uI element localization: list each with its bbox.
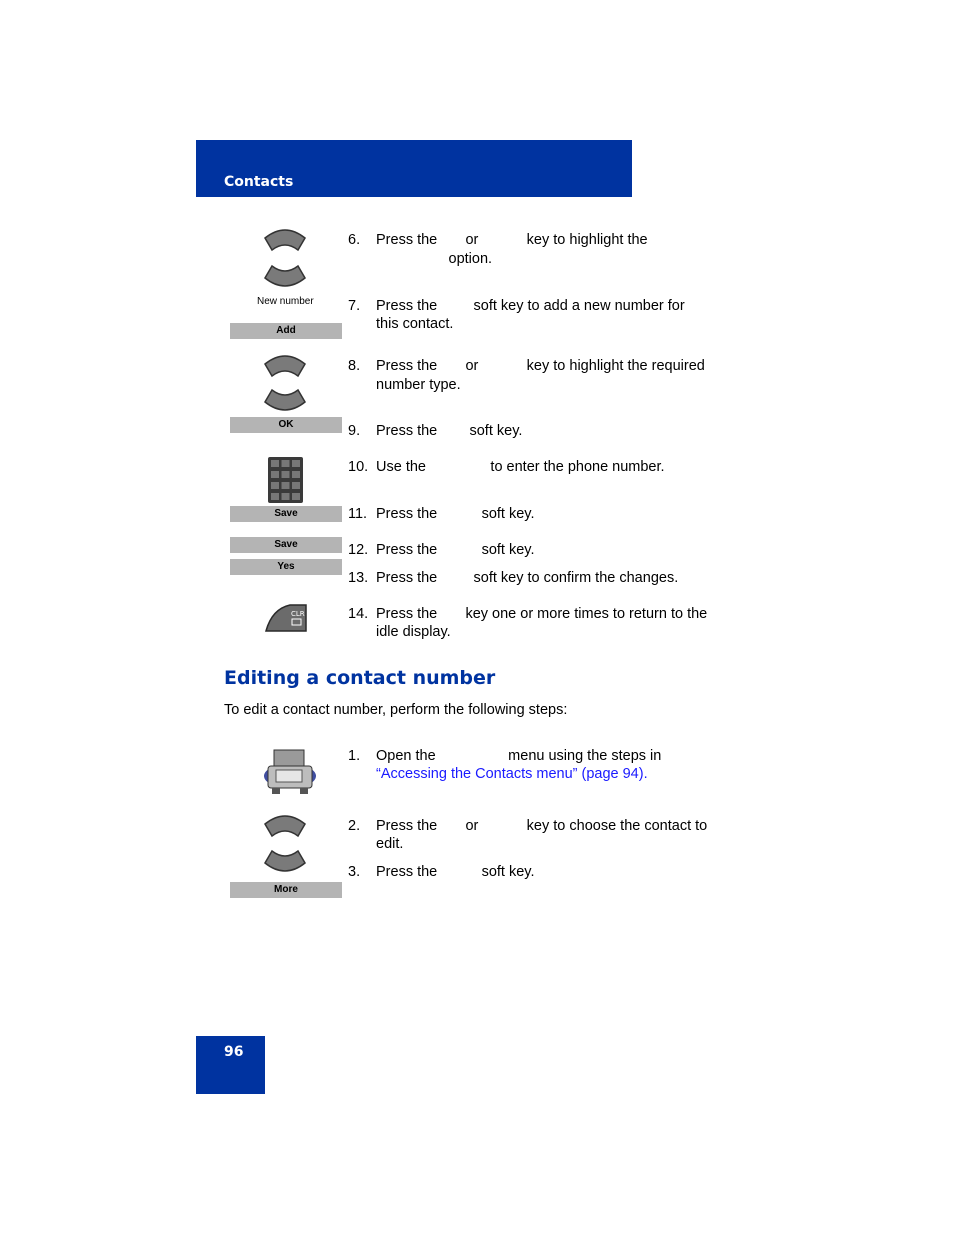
step-text-cont: number type.: [376, 377, 461, 393]
step-text-cont: edit.: [376, 836, 404, 852]
dialpad-icon: [268, 457, 303, 503]
step-text-cont: option.: [376, 251, 493, 267]
step-text: Press the key one or more times to return to the: [376, 606, 708, 622]
add-softkey: Add: [230, 323, 342, 339]
step-number: 10.: [348, 459, 369, 475]
down-arrow-key-icon: [262, 386, 308, 416]
step-text: Press the or key to highlight the required: [376, 358, 705, 374]
step-number: 7.: [348, 298, 361, 314]
more-softkey: More: [230, 882, 342, 898]
step-number: 8.: [348, 358, 361, 374]
svg-text:CLR: CLR: [291, 610, 305, 618]
step-text: Press the soft key.: [376, 864, 535, 880]
step-number: 9.: [348, 423, 361, 439]
contacts-book-icon: [262, 746, 318, 798]
step-text-cont: this contact.: [376, 316, 454, 332]
header-title: Contacts: [224, 174, 294, 190]
up-arrow-key-icon: [262, 810, 308, 840]
step-number: 13.: [348, 570, 369, 586]
down-arrow-key-icon: [262, 847, 308, 877]
ok-softkey: OK: [230, 417, 342, 433]
save-softkey: Save: [230, 537, 342, 553]
step-text: Press the or key to choose the contact to: [376, 818, 708, 834]
step-text: Press the soft key to add a new number for: [376, 298, 685, 314]
save-softkey: Save: [230, 506, 342, 522]
step-number: 1.: [348, 748, 361, 764]
step-text: Press the soft key.: [376, 506, 535, 522]
section-intro: To edit a contact number, perform the following steps:: [224, 702, 568, 718]
step-number: 12.: [348, 542, 369, 558]
up-arrow-key-icon: [262, 350, 308, 380]
page-number: 96: [224, 1044, 244, 1060]
up-arrow-key-icon: [262, 224, 308, 254]
step-text: Press the or key to highlight the: [376, 232, 648, 248]
step-number: 14.: [348, 606, 369, 622]
accessing-contacts-link[interactable]: “Accessing the Contacts menu” (page 94).: [376, 766, 648, 782]
step-number: 2.: [348, 818, 361, 834]
step-text: Open the menu using the steps in: [376, 748, 662, 764]
step-number: 11.: [348, 506, 368, 522]
section-heading: Editing a contact number: [224, 667, 496, 689]
step-text: Press the soft key.: [376, 542, 535, 558]
down-arrow-key-icon: [262, 262, 308, 292]
step-number: 3.: [348, 864, 361, 880]
step-text-cont: idle display.: [376, 624, 451, 640]
step-text: Press the soft key to confirm the changes.: [376, 570, 679, 586]
step-text: Use the to enter the phone number.: [376, 459, 665, 475]
step-text: Press the soft key.: [376, 423, 523, 439]
new-number-caption: New number: [257, 296, 314, 307]
clear-key-icon: [264, 603, 308, 633]
yes-softkey: Yes: [230, 559, 342, 575]
step-number: 6.: [348, 232, 361, 248]
